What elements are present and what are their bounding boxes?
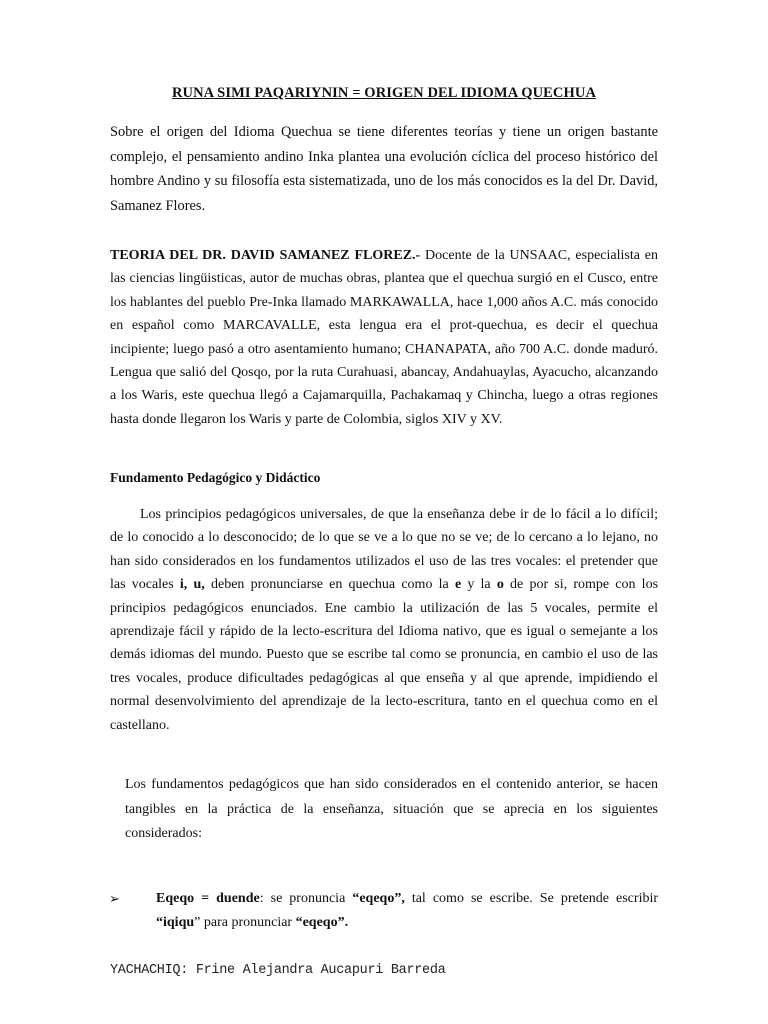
- bullet-quote-1: “eqeqo”,: [352, 891, 405, 906]
- section-heading: Fundamento Pedagógico y Didáctico: [110, 470, 321, 485]
- theory-text: Docente de la UNSAAC, especialista en las ciencias lingüisticas, autor de muchas obras, plantea que el quechua surgió en el Cusco, entre los hablantes del pueblo Pre-Inka llamado MARKAWALLA, hace 1,000 años A.C. más conocido en español como MARCAVALLE, esta lengua era el prot-quechua, es decir el quechua incipiente; luego pasó a otro asentamiento humano; CHANAPATA, año 700 A.C. donde maduró. Lengua que salió del Qosqo, por la ruta Curahuasi, abancay, Andahuaylas, Ayacucho, alcanzando a los Waris, este quechua llegó a Cajamarquilla, Pachakamaq y Chincha, luego a otras regiones hasta donde llegaron los Waris y parte de Colombia, siglos XIV y XV.: [110, 248, 659, 427]
- foundations-paragraph: Los fundamentos pedagógicos que han sido considerados en el contenido anterior, se hacen tangibles en la práctica de la enseñanza, situación que se aprecia en los siguientes considerados:: [125, 777, 658, 841]
- bullet-term: Eqeqo = duende: [156, 891, 260, 906]
- pedagogy-paragraph: [110, 503, 658, 737]
- vowel-o: o: [496, 577, 504, 593]
- pedagogy-text-1: Los principios pedagógicos universales, de que la enseñanza debe ir de lo fácil a lo difícil; de lo conocido a lo desconocido; de lo que se ve a lo que no se ve; de lo cercano a lo lejano, no han sido considerados en los fundamentos utilizados el uso de las tres vocales: el pretender que las vocales: [110, 507, 658, 593]
- bullet-quote-3: “eqeqo”.: [295, 914, 349, 930]
- bullet-text-2: tal como se escribe. Se pretende escribir: [404, 891, 659, 906]
- list-item: [109, 887, 659, 934]
- bullet-quote-2: “iqiqu: [156, 914, 195, 930]
- vowel-e: e: [454, 577, 462, 593]
- theory-heading: TEORIA DEL DR. DAVID SAMANEZ FLOREZ.-: [110, 248, 421, 263]
- pedagogy-text-2: deben pronunciarse en quechua como la: [204, 577, 455, 593]
- bullet-text: [156, 887, 658, 934]
- arrow-bullet-icon: ➢: [109, 891, 120, 906]
- pedagogy-text-4: de por si, rompe con los principios pedagógicos enunciados. Ene cambio la utilización de las 5 vocales, permite el aprendizaje fácil y rápido de la lecto-escritura del Idioma nativo, que es igual o semejante a los demás idiomas del mundo. Puesto que se escribe tal como se pronuncia, en cambio el uso de las tres vocales, produce dificultades pedagógicas al que enseña y al que aprende, impidiendo el normal desenvolvimiento del aprendizaje de la lecto-escritura, tanto en el quechua como en el castellano.: [110, 577, 659, 733]
- bullet-text-3: ” para pronunciar: [194, 914, 296, 930]
- bullet-text-1: : se pronuncia: [259, 891, 353, 906]
- document-title: RUNA SIMI PAQARIYNIN = ORIGEN DEL IDIOMA QUECHUA: [171, 85, 597, 101]
- vowels-iu: i, u,: [179, 577, 205, 593]
- pedagogy-text-3: y la: [461, 577, 497, 593]
- page-footer: YACHACHIQ: Frine Alejandra Aucapuri Barreda: [110, 963, 446, 978]
- intro-paragraph: Sobre el origen del Idioma Quechua se tiene diferentes teorías y tiene un origen bastante complejo, el pensamiento andino Inka plantea una evolución cíclica del proceso histórico del hombre Andino y su filosofía esta sistematizada, uno de los más conocidos es la del Dr. David, Samanez Flores.: [110, 124, 658, 214]
- theory-paragraph: [110, 244, 658, 431]
